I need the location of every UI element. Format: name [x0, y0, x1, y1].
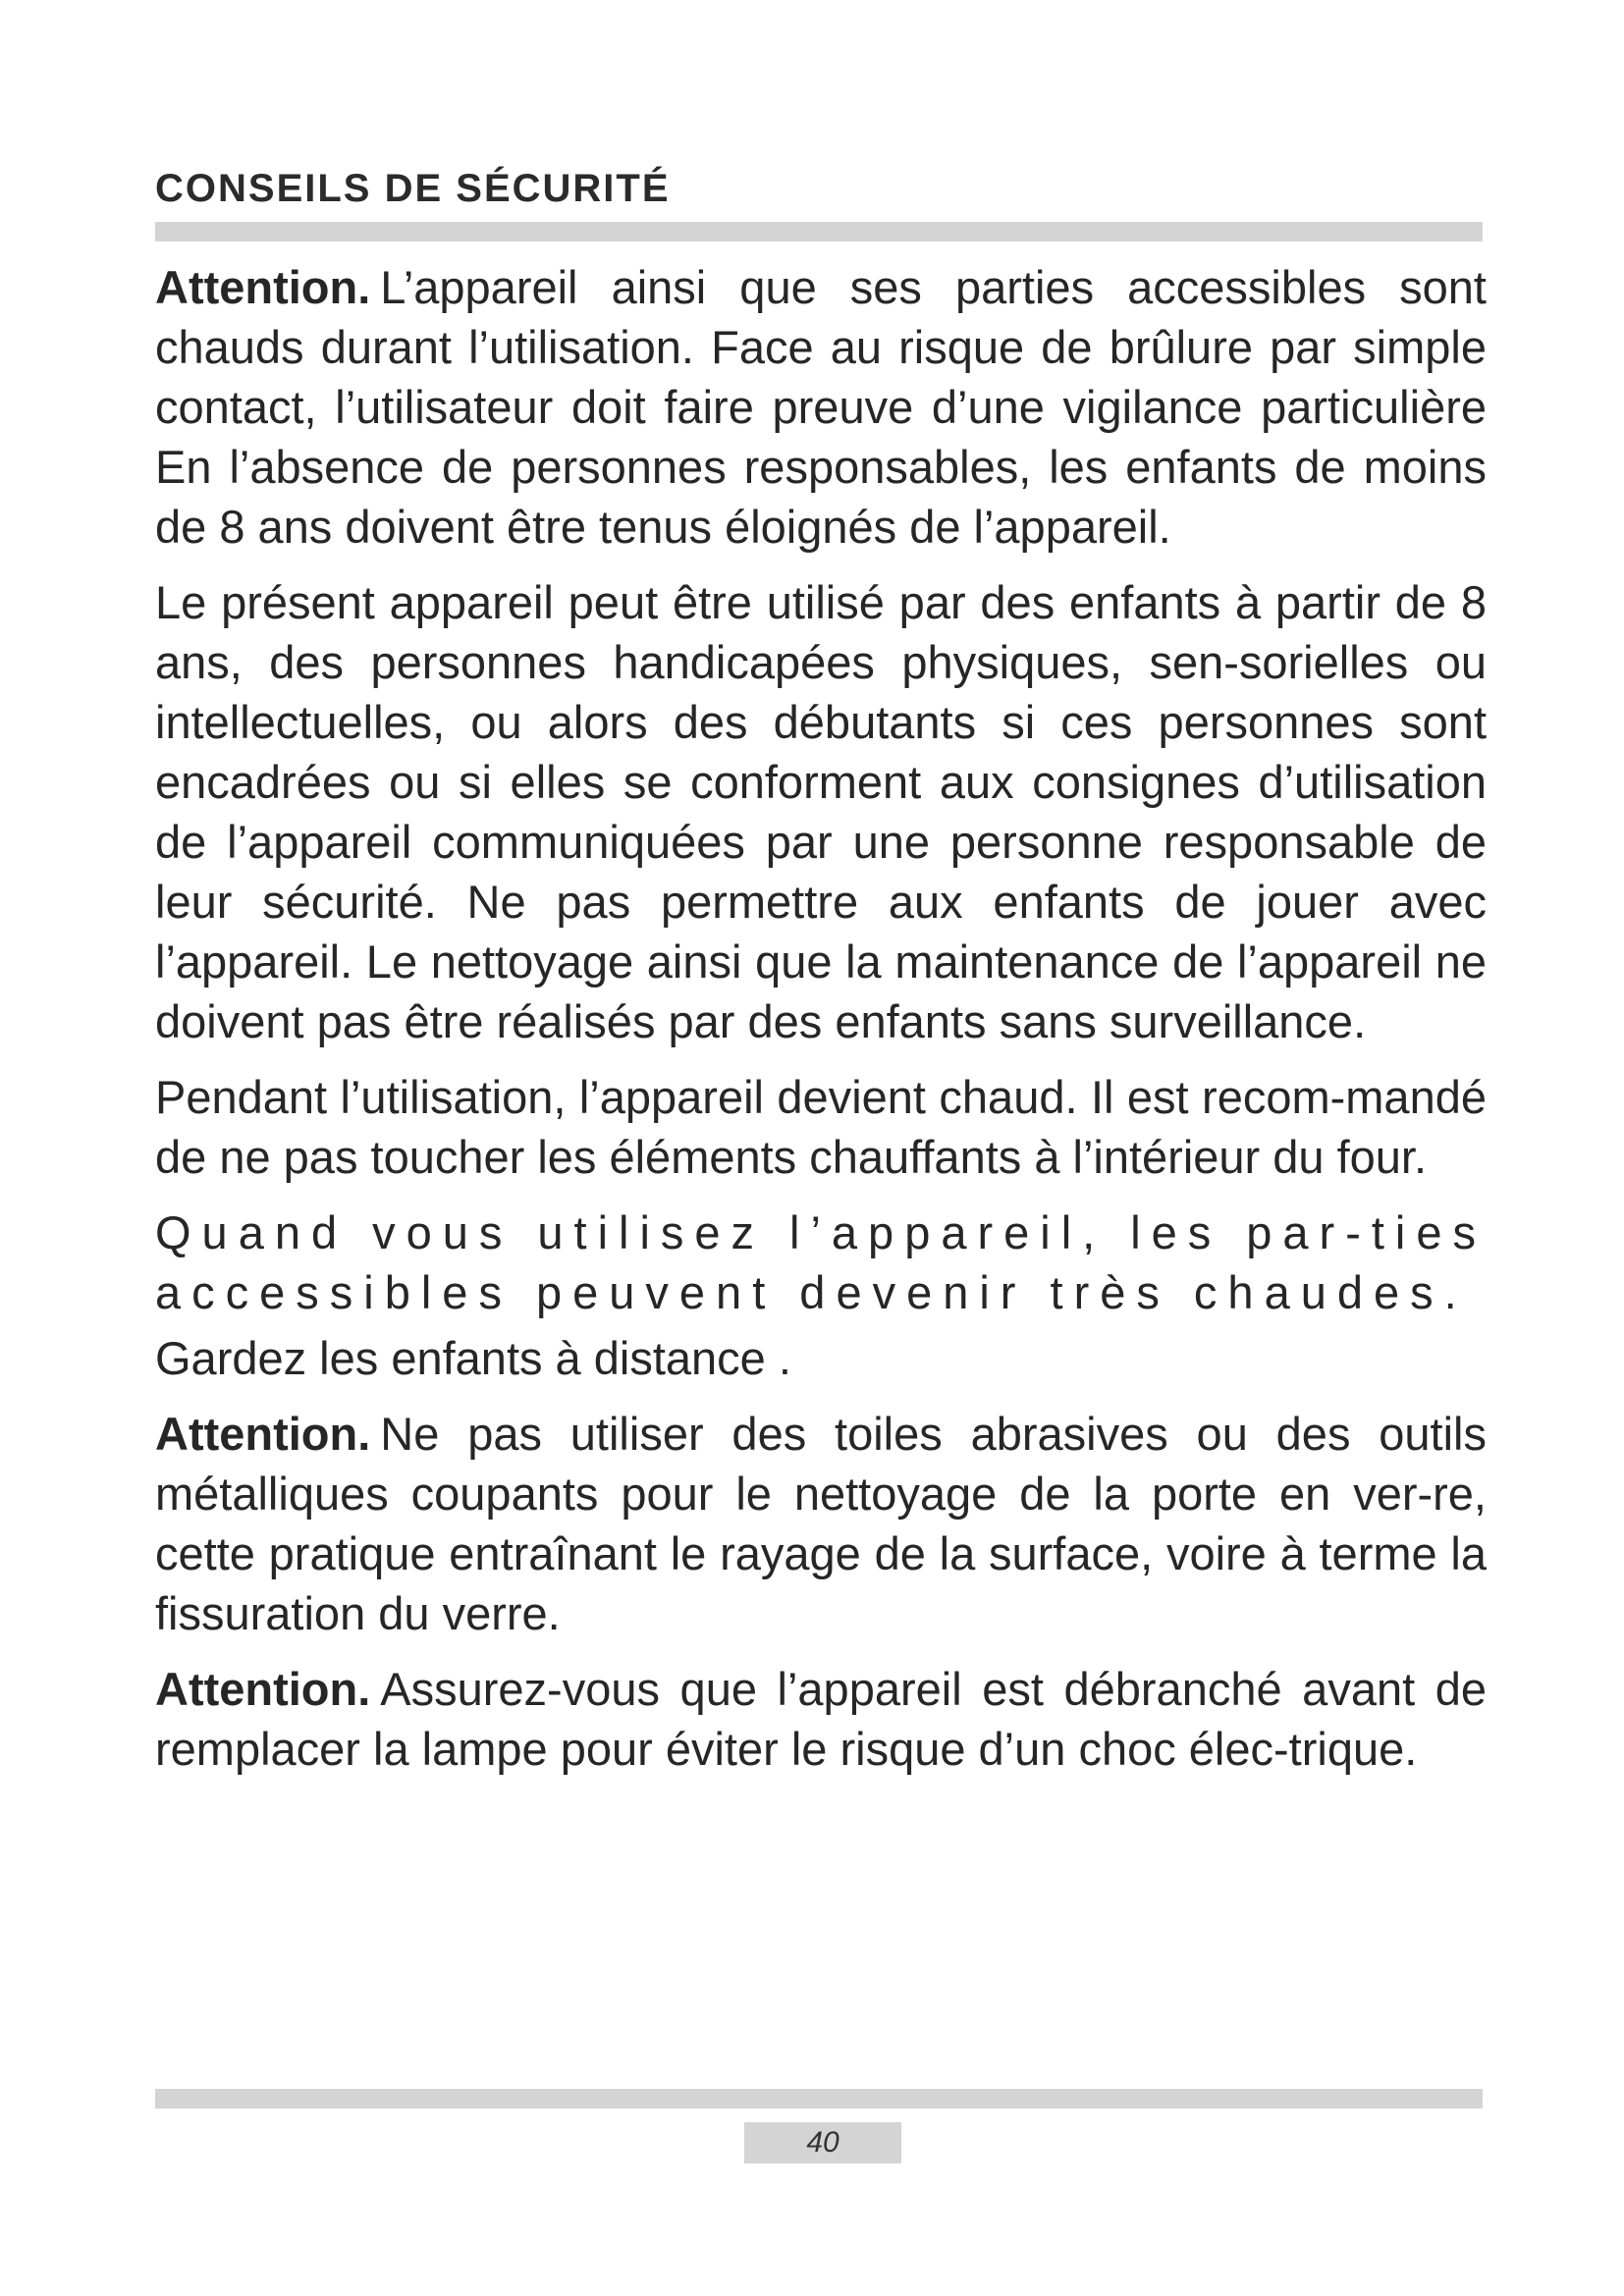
paragraph-text: Assurez-vous que l’appareil est débranché avant de remplacer la lampe pour éviter le risque d’un choc élec-trique. — [155, 1663, 1487, 1775]
attention-label: Attention. — [155, 1408, 371, 1460]
paragraph-text: Ne pas utiliser des toiles abrasives ou des outils métalliques coupants pour le nettoyage de la porte en ver-re, cette pratique entraînant le rayage de la surface, voire à terme la fissuration du verre. — [155, 1408, 1487, 1639]
paragraph-text-tail: Gardez les enfants à distance . — [155, 1332, 791, 1384]
attention-label: Attention. — [155, 1663, 371, 1715]
footer-divider — [155, 2089, 1483, 2109]
paragraph-heating-elements — [155, 1067, 1487, 1187]
paragraph-attention-hot-parts — [155, 257, 1487, 557]
paragraph-text: Pendant l’utilisation, l’appareil devient chaud. Il est recom-mandé de ne pas toucher les éléments chauffants à l’intérieur du four. — [155, 1071, 1487, 1183]
attention-label: Attention. — [155, 261, 371, 313]
safety-text — [155, 257, 1487, 1794]
manual-page — [155, 0, 1487, 2296]
header-divider — [155, 222, 1483, 241]
paragraph-keep-children-away — [155, 1202, 1487, 1388]
paragraph-attention-lamp — [155, 1659, 1487, 1779]
paragraph-children-usage — [155, 572, 1487, 1051]
paragraph-text: Quand vous utilisez l’appareil, les par-ties accessibles peuvent devenir très chaudes. — [155, 1206, 1487, 1318]
page-number: 40 — [744, 2122, 901, 2163]
paragraph-text: Le présent appareil peut être utilisé par des enfants à partir de 8 ans, des personnes handicapées physiques, sen-sorielles ou intellectuelles, ou alors des débutants si ces personnes sont encadrées ou si elles se conforment aux consignes d’utilisation de l’appareil communiquées par une personne responsable de leur sécurité. Ne pas permettre aux enfants de jouer avec l’appareil. Le nettoyage ainsi que la maintenance de l’appareil ne doivent pas être réalisés par des enfants sans surveillance. — [155, 576, 1487, 1047]
section-title: CONSEILS DE SÉCURITÉ — [155, 167, 671, 210]
paragraph-attention-glass-door — [155, 1404, 1487, 1643]
paragraph-text: L’appareil ainsi que ses parties accessibles sont chauds durant l’utilisation. Face au risque de brûlure par simple contact, l’utilisateur doit faire preuve d’une vigilance particulière En l’absence de personnes responsables, les enfants de moins de 8 ans doivent être tenus éloignés de l’appareil. — [155, 261, 1487, 553]
